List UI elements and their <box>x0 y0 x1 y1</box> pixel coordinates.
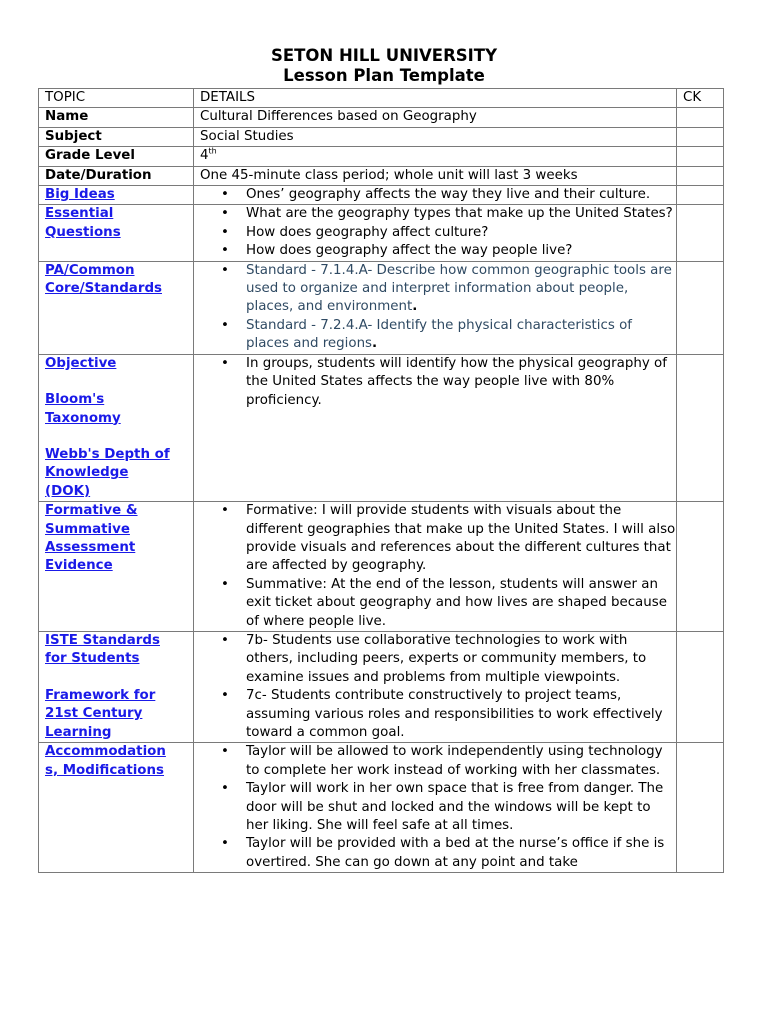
value-objective <box>194 354 677 501</box>
standard-period: . <box>412 299 418 315</box>
value-big-ideas <box>194 186 677 205</box>
list-item: • Summative: At the end of the lesson, students will answer an exit ticket about geography and how lives are shaped because of where people live. <box>246 576 676 631</box>
row-name <box>39 108 724 127</box>
list-item: • How does geography affect the way people live? <box>246 242 676 260</box>
webbs-dok-link[interactable] <box>45 446 193 501</box>
column-details: DETAILS <box>194 89 677 108</box>
link-line: Webb's Depth of <box>45 446 170 462</box>
assessment-link[interactable] <box>45 502 193 576</box>
objective-link[interactable]: Objective <box>45 355 117 371</box>
check-cell <box>677 127 724 146</box>
list-item: • Taylor will work in her own space that is free from danger. The door will be shut and locked and the windows will be kept to her liking. She will feel safe at all times. <box>246 780 676 835</box>
check-cell <box>677 147 724 166</box>
check-cell <box>677 631 724 742</box>
list-item: • How does geography affect culture? <box>246 224 676 242</box>
link-line: 21st Century <box>45 706 143 722</box>
value-accommodations <box>194 743 677 873</box>
link-line: PA/Common <box>45 262 135 278</box>
row-subject <box>39 127 724 146</box>
accommodations-link[interactable] <box>45 743 193 780</box>
list-item: • Taylor will be allowed to work independently using technology to complete her work instead of working with her classmates. <box>246 743 676 780</box>
list-item: • Formative: I will provide students with visuals about the different geographies that make up the United States. I will also provide visuals and references about the different cultures that are affected by geography. <box>246 502 676 576</box>
lesson-plan-table <box>38 88 724 873</box>
list-item <box>246 317 676 354</box>
label-essential-cell <box>39 205 194 261</box>
label-assessment-cell <box>39 502 194 632</box>
header-row <box>39 89 724 108</box>
label-accommodations-cell <box>39 743 194 873</box>
link-line: Essential <box>45 206 114 222</box>
link-line: Knowledge <box>45 465 129 481</box>
link-line: Core/Standards <box>45 281 162 297</box>
check-cell <box>677 743 724 873</box>
standard-text: Standard - 7.2.4.A- Identify the physical characteristics of places and regions <box>246 317 633 352</box>
iste-standards-link[interactable] <box>45 632 193 669</box>
list-item: • Ones’ geography affects the way they live and their culture. <box>246 186 676 204</box>
big-ideas-link[interactable]: Big Ideas <box>45 187 115 203</box>
value-assessment <box>194 502 677 632</box>
standard-period: . <box>372 336 378 352</box>
link-line: Evidence <box>45 558 113 574</box>
list-item: • 7b- Students use collaborative technologies to work with others, including peers, experts or community members, to examine issues and problems from multiple viewpoints. <box>246 632 676 687</box>
framework-21st-century-link[interactable] <box>45 687 193 742</box>
list-item <box>246 262 676 317</box>
link-line: ISTE Standards <box>45 632 160 648</box>
row-objective <box>39 354 724 501</box>
column-check: CK <box>677 89 724 108</box>
standard-text: Standard - 7.1.4.A- Describe how common geographic tools are used to organize and interpret information about people, places, and environment <box>246 262 672 315</box>
check-cell <box>677 261 724 354</box>
check-cell <box>677 354 724 501</box>
check-cell <box>677 186 724 205</box>
row-accommodations <box>39 743 724 873</box>
label-name: Name <box>39 108 194 127</box>
value-iste <box>194 631 677 742</box>
label-big-ideas-cell <box>39 186 194 205</box>
list-item: • 7c- Students contribute constructively to project teams, assuming various roles and responsibilities to work effectively toward a common goal. <box>246 687 676 742</box>
value-essential-questions <box>194 205 677 261</box>
row-iste <box>39 631 724 742</box>
link-line: Bloom's <box>45 392 105 408</box>
check-cell <box>677 502 724 632</box>
grade-suffix: th <box>208 146 217 156</box>
value-duration: One 45-minute class period; whole unit will last 3 weeks <box>194 166 677 185</box>
link-line: (DOK) <box>45 483 91 499</box>
label-grade: Grade Level <box>39 147 194 166</box>
label-iste-cell <box>39 631 194 742</box>
list-item: • In groups, students will identify how the physical geography of the United States affects the way people live with 80% proficiency. <box>246 355 676 410</box>
value-grade <box>194 147 677 166</box>
row-assessment <box>39 502 724 632</box>
essential-questions-link[interactable] <box>45 205 193 242</box>
list-item: • Taylor will be provided with a bed at the nurse’s office if she is overtired. She can go down at any point and take <box>246 835 676 872</box>
check-cell <box>677 166 724 185</box>
label-objective-cell <box>39 354 194 501</box>
column-topic: TOPIC <box>39 89 194 108</box>
link-line: Summative <box>45 521 130 537</box>
link-line: s, Modifications <box>45 762 165 778</box>
university-name: SETON HILL UNIVERSITY <box>270 46 498 65</box>
row-grade <box>39 147 724 166</box>
check-cell <box>677 108 724 127</box>
link-line: Learning <box>45 724 112 740</box>
standards-link[interactable] <box>45 262 193 299</box>
label-subject: Subject <box>39 127 194 146</box>
value-subject: Social Studies <box>194 127 677 146</box>
value-standards <box>194 261 677 354</box>
value-name: Cultural Differences based on Geography <box>194 108 677 127</box>
link-line: Accommodation <box>45 744 166 760</box>
list-item: • What are the geography types that make up the United States? <box>246 205 676 223</box>
row-big-ideas <box>39 186 724 205</box>
link-line: Questions <box>45 224 121 240</box>
document-title: Lesson Plan Template <box>283 66 485 85</box>
link-line: for Students <box>45 651 140 667</box>
row-essential-questions <box>39 205 724 261</box>
link-line: Framework for <box>45 687 156 703</box>
label-standards-cell <box>39 261 194 354</box>
row-standards <box>39 261 724 354</box>
grade-number: 4 <box>200 148 209 164</box>
link-line: Assessment <box>45 539 136 555</box>
row-duration <box>39 166 724 185</box>
document-header <box>0 46 768 86</box>
label-duration: Date/Duration <box>39 166 194 185</box>
link-line: Taxonomy <box>45 410 121 426</box>
blooms-taxonomy-link[interactable] <box>45 391 193 428</box>
check-cell <box>677 205 724 261</box>
link-line: Formative & <box>45 503 138 519</box>
